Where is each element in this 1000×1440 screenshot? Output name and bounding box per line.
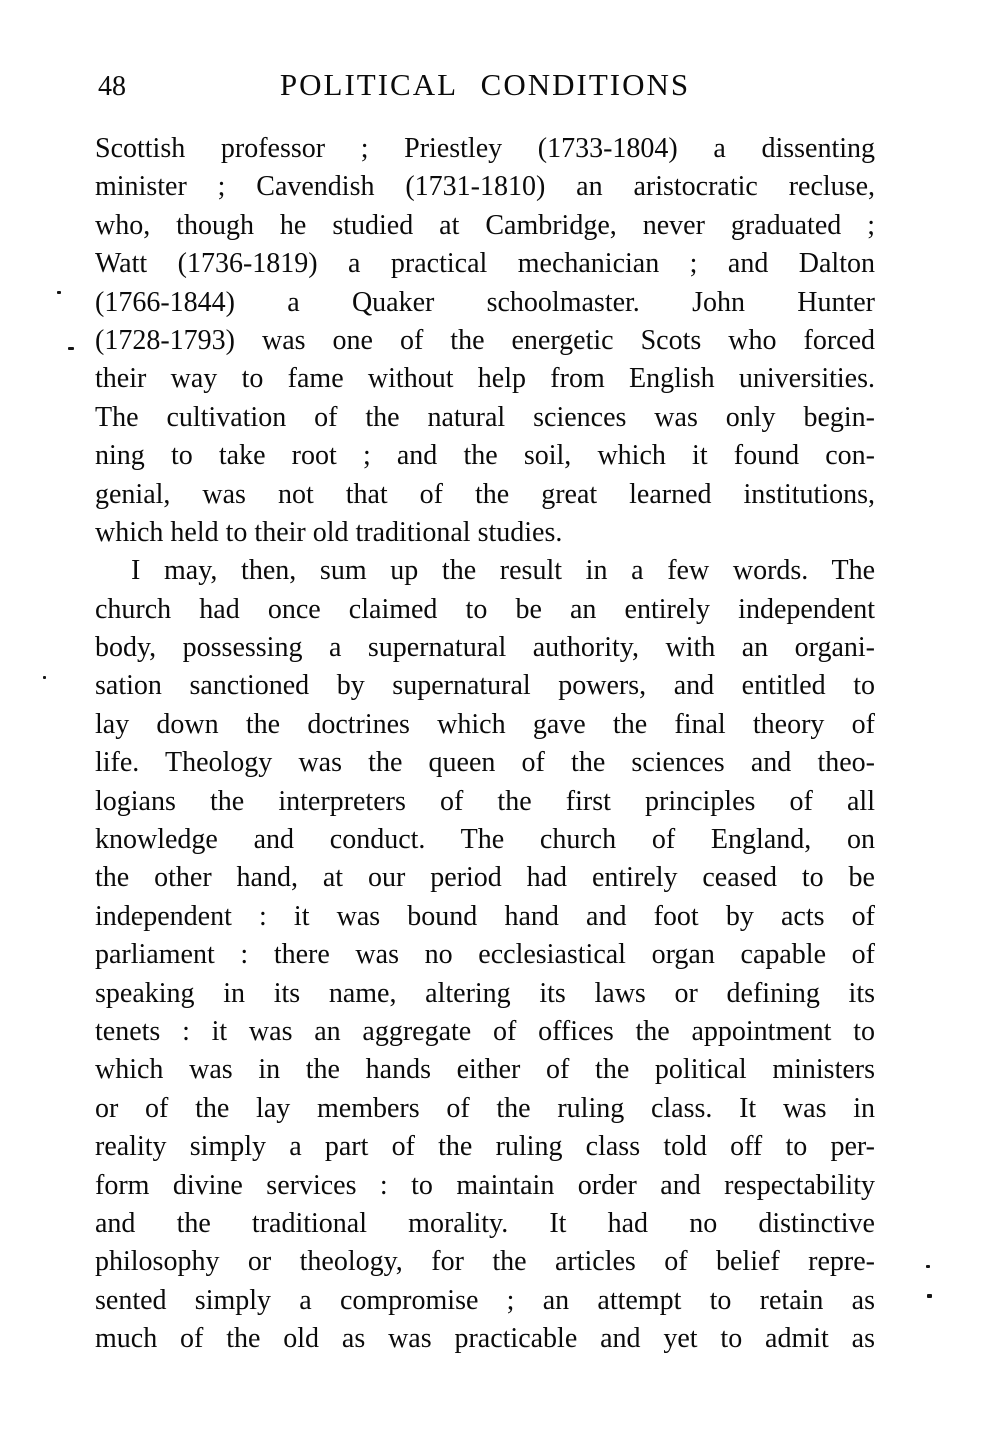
- text-line: reality simply a part of the ruling class told off to per-: [95, 1131, 875, 1163]
- text-line: tenets : it was an aggregate of offices the appointment to: [95, 1015, 875, 1047]
- text-line: Scottish professor ; Priestley (1733-1804) a dissenting: [95, 133, 875, 164]
- text-line: church had once claimed to be an entirely independent: [95, 593, 875, 625]
- text-line: their way to fame without help from English universities.: [95, 363, 875, 395]
- text-line: life. Theology was the queen of the sciences and theo-: [95, 747, 875, 779]
- text-line-paragraph-end: which held to their old traditional studies.: [95, 516, 563, 548]
- text-line: independent : it was bound hand and foot by acts of: [95, 900, 875, 932]
- text-line: philosophy or theology, for the articles of belief repre-: [95, 1246, 875, 1278]
- running-header-title: POLITICAL CONDITIONS: [279, 67, 691, 102]
- scan-speck: [68, 347, 74, 350]
- text-line: genial, was not that of the great learned institutions,: [95, 478, 875, 510]
- running-header: [95, 66, 875, 108]
- text-line: Watt (1736-1819) a practical mechanician ; and Dalton: [95, 248, 875, 280]
- text-line: minister ; Cavendish (1731-1810) an aristocratic recluse,: [95, 171, 875, 203]
- text-line: body, possessing a supernatural authority, with an organi-: [95, 632, 875, 664]
- scan-speck: [926, 1265, 930, 1268]
- text-line: sented simply a compromise ; an attempt to retain as: [95, 1284, 875, 1316]
- body-text-block: [95, 130, 875, 1359]
- text-line: (1728-1793) was one of the energetic Scots who forced: [95, 324, 875, 356]
- text-line: knowledge and conduct. The church of England, on: [95, 824, 875, 856]
- scan-speck: [57, 291, 61, 294]
- text-line: form divine services : to maintain order and respectability: [95, 1169, 875, 1201]
- text-line: speaking in its name, altering its laws or defining its: [95, 977, 875, 1009]
- text-line: who, though he studied at Cambridge, never graduated ;: [95, 209, 875, 241]
- scan-speck: [927, 1294, 932, 1298]
- text-line: ning to take root ; and the soil, which it found con-: [95, 440, 875, 472]
- text-line: (1766-1844) a Quaker schoolmaster. John Hunter: [95, 286, 875, 318]
- text-line: which was in the hands either of the political ministers: [95, 1054, 875, 1086]
- text-line: sation sanctioned by supernatural powers, and entitled to: [95, 670, 875, 702]
- scan-speck: [43, 676, 46, 679]
- page-number: 48: [98, 71, 126, 102]
- text-line: or of the lay members of the ruling class. It was in: [95, 1092, 875, 1124]
- text-line: logians the interpreters of the first principles of all: [95, 785, 875, 817]
- text-line: lay down the doctrines which gave the final theory of: [95, 708, 875, 740]
- text-line: parliament : there was no ecclesiastical organ capable of: [95, 939, 875, 971]
- text-line: much of the old as was practicable and yet to admit as: [95, 1323, 875, 1355]
- text-line: and the traditional morality. It had no distinctive: [95, 1207, 875, 1239]
- text-line: The cultivation of the natural sciences was only begin-: [95, 401, 875, 433]
- text-line: the other hand, at our period had entirely ceased to be: [95, 862, 875, 894]
- text-line-paragraph-start: I may, then, sum up the result in a few words. The: [131, 555, 875, 587]
